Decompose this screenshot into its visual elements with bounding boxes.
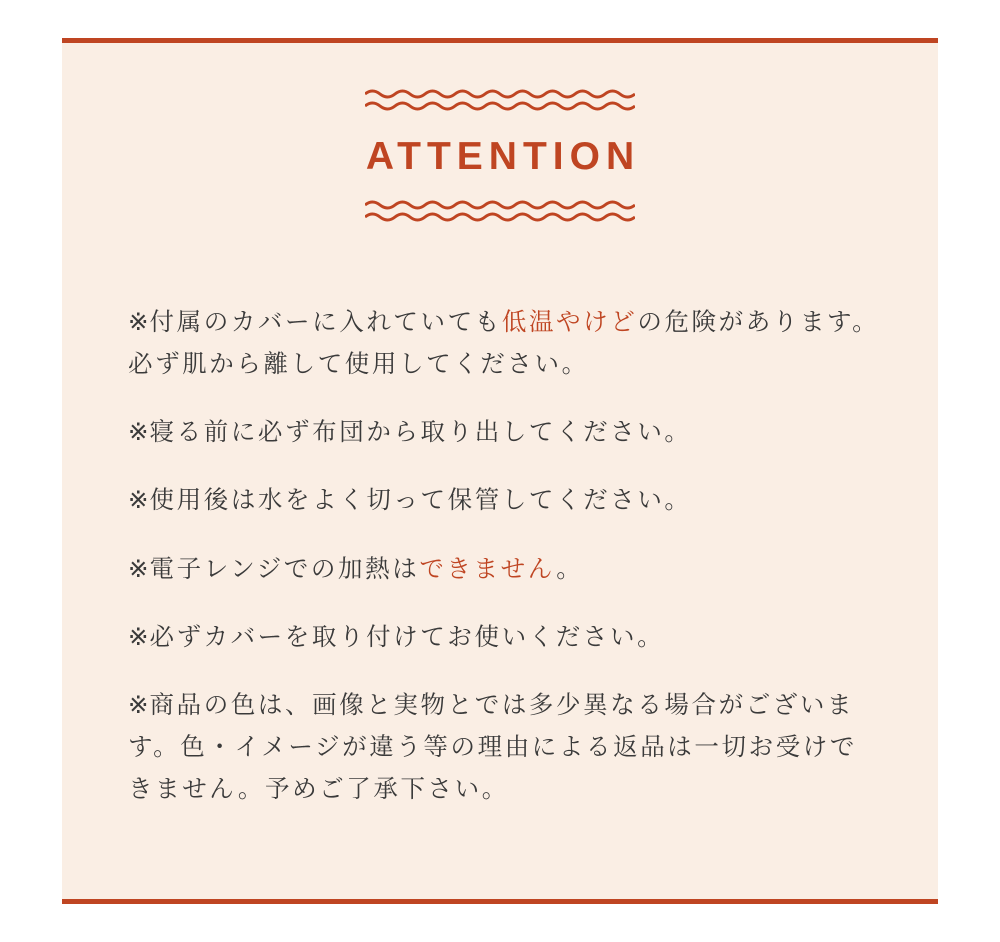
notice-text: 電子レンジでの加熱は: [149, 555, 420, 583]
notice-text: 寝る前に必ず布団から取り出してください。: [149, 419, 692, 447]
page-title: ATTENTION: [365, 135, 641, 178]
notice-bullet-mark: ※: [128, 623, 150, 651]
notice-item: [128, 302, 880, 386]
notice-bullet-mark: ※: [128, 487, 150, 515]
notice-item: [128, 480, 880, 522]
notice-highlight-text: 低温やけど: [501, 309, 638, 336]
notice-item: [128, 549, 880, 591]
notice-item: [128, 617, 880, 659]
notice-text: 使用後は水をよく切って保管してください。: [149, 487, 692, 515]
notice-highlight-text: できません: [419, 555, 557, 583]
notice-item: [128, 685, 880, 811]
notice-bullet-mark: ※: [128, 419, 150, 447]
notice-bullet-mark: ※: [128, 691, 150, 719]
panel-content: [62, 38, 938, 904]
notice-item: [128, 412, 880, 454]
notice-text: 必ずカバーを取り付けてお使いください。: [149, 623, 665, 651]
notice-text: 商品の色は、画像と実物とでは多少異なる場合がございます。色・イメージが違う等の理由による返品は一切お受けできません。予めご了承下さい。: [128, 691, 858, 803]
notice-bullet-mark: ※: [128, 309, 150, 336]
notice-text: 付属のカバーに入れていても: [149, 309, 502, 336]
notice-text: の危険があります。必ず肌から離して使用してください。: [128, 309, 880, 379]
notice-bullet-mark: ※: [128, 555, 150, 583]
notice-header: [62, 88, 938, 225]
wavy-line-divider-bottom: [365, 199, 635, 225]
notice-text: 。: [556, 555, 584, 583]
notice-list: [128, 302, 880, 811]
wavy-line-divider-top: [365, 88, 635, 114]
